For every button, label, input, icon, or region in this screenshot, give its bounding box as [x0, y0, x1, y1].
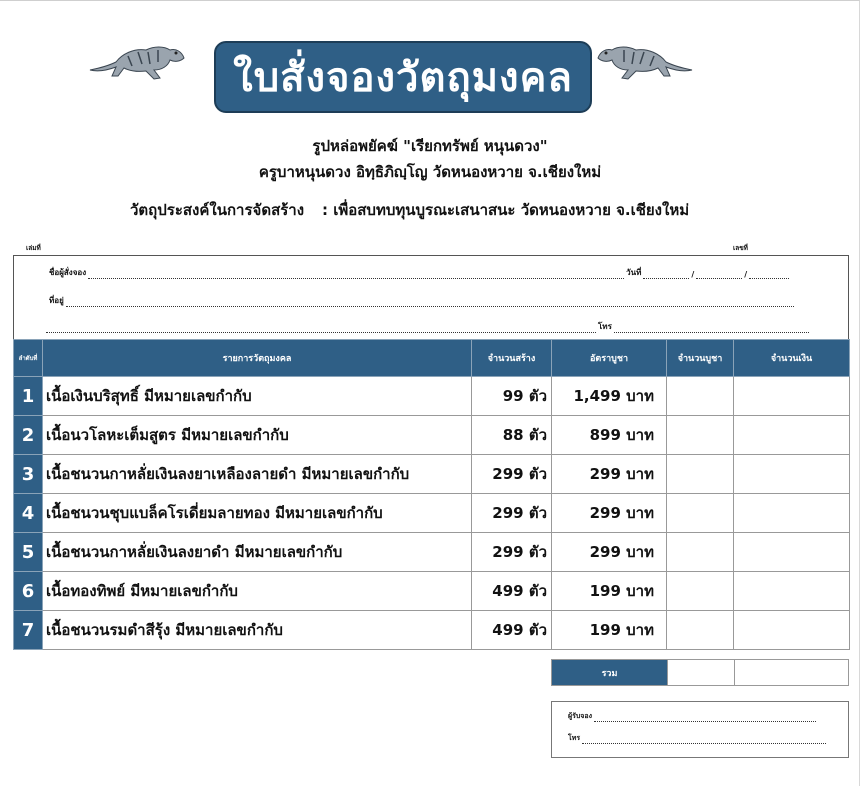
row-quantity: 88 ตัว [472, 416, 552, 455]
phone-field[interactable] [614, 325, 809, 333]
document-number-label: เลขที่ [733, 244, 748, 252]
row-number: 4 [14, 494, 43, 533]
header-quantity: จำนวนสร้าง [472, 340, 552, 377]
header-item: รายการวัตถุมงคล [43, 340, 472, 377]
row-item: เนื้อชนวนรมดำสีรุ้ง มีหมายเลขกำกับ [43, 611, 472, 650]
row-amount-cell[interactable] [734, 455, 850, 494]
address-field-line2[interactable] [46, 325, 596, 333]
date-year-field[interactable] [749, 271, 789, 279]
total-amount-cell[interactable] [734, 660, 848, 685]
receiver-phone-row [568, 733, 828, 744]
table-row [14, 377, 850, 416]
row-order-qty-cell[interactable] [667, 494, 734, 533]
row-number: 2 [14, 416, 43, 455]
header-no: ลำดับที่ [14, 340, 43, 377]
row-item: เนื้อเงินบริสุทธิ์ มีหมายเลขกำกับ [43, 377, 472, 416]
page-title: ใบสั่งจองวัตถุมงคล [214, 41, 592, 113]
row-amount-cell[interactable] [734, 416, 850, 455]
receiver-box [551, 701, 849, 758]
tiger-left-icon [88, 40, 188, 82]
row-order-qty-cell[interactable] [667, 455, 734, 494]
date-month-field[interactable] [696, 271, 742, 279]
row-amount-cell[interactable] [734, 533, 850, 572]
table-row [14, 533, 850, 572]
row-order-qty-cell[interactable] [667, 377, 734, 416]
purpose-value: : เพื่อสบทบทุนบูรณะเสนาสนะ วัดหนองหวาย จ.เชียงใหม่ [322, 201, 690, 219]
monk-name: ครูบาหนุนดวง อิทฺธิภิญฺโญ วัดหนองหวาย จ.เชียงใหม่ [258, 163, 602, 181]
receiver-phone-label: โทร [568, 734, 581, 742]
row-quantity: 299 ตัว [472, 494, 552, 533]
header-order-qty: จำนวนบูชา [667, 340, 734, 377]
row-quantity: 99 ตัว [472, 377, 552, 416]
order-table [13, 339, 850, 650]
row-item: เนื้อชนวนกาหลั่ยเงินลงยาดำ มีหมายเลขกำกับ [43, 533, 472, 572]
address-row [49, 294, 796, 307]
header-amount: จำนวนเงิน [734, 340, 850, 377]
date-slash-2: / [744, 270, 748, 279]
name-label: ชื่อผู้สั่งจอง [49, 268, 87, 277]
row-item: เนื้อทองทิพย์ มีหมายเลขกำกับ [43, 572, 472, 611]
row-price: 199 บาท [552, 572, 667, 611]
row-price: 299 บาท [552, 455, 667, 494]
date-slash-1: / [691, 270, 695, 279]
row-price: 1,499 บาท [552, 377, 667, 416]
purpose-label: วัตถุประสงค์ในการจัดสร้าง [130, 201, 305, 219]
row-order-qty-cell[interactable] [667, 533, 734, 572]
row-order-qty-cell[interactable] [667, 611, 734, 650]
header-price: อัตราบูชา [552, 340, 667, 377]
row-number: 7 [14, 611, 43, 650]
row-amount-cell[interactable] [734, 377, 850, 416]
amulet-name: รูปหล่อพยัคฆ์ "เรียกทรัพย์ หนุนดวง" [312, 137, 548, 155]
row-price: 299 บาท [552, 533, 667, 572]
book-number-label: เล่มที่ [26, 244, 41, 252]
date-label: วันที่ [626, 268, 642, 277]
address-field[interactable] [66, 299, 794, 307]
row-item: เนื้อชนวนชุบแบล็คโรเดี่ยมลายทอง มีหมายเลขกำกับ [43, 494, 472, 533]
table-row [14, 611, 850, 650]
phone-row [44, 320, 811, 333]
table-row [14, 494, 850, 533]
total-row [551, 659, 849, 686]
row-quantity: 499 ตัว [472, 611, 552, 650]
row-number: 6 [14, 572, 43, 611]
tiger-right-icon [594, 40, 694, 82]
total-qty-cell[interactable] [667, 660, 734, 685]
row-item: เนื้อนวโลหะเต็มสูตร มีหมายเลขกำกับ [43, 416, 472, 455]
row-item: เนื้อชนวนกาหลั่ยเงินลงยาเหลืองลายดำ มีหมายเลขกำกับ [43, 455, 472, 494]
row-amount-cell[interactable] [734, 494, 850, 533]
date-day-field[interactable] [643, 271, 689, 279]
receiver-label: ผู้รับจอง [568, 712, 593, 720]
table-row [14, 572, 850, 611]
row-quantity: 299 ตัว [472, 455, 552, 494]
table-row [14, 455, 850, 494]
name-field[interactable] [88, 271, 624, 279]
row-price: 299 บาท [552, 494, 667, 533]
row-number: 1 [14, 377, 43, 416]
address-label: ที่อยู่ [49, 296, 64, 305]
name-row [49, 266, 791, 279]
row-amount-cell[interactable] [734, 572, 850, 611]
row-price: 199 บาท [552, 611, 667, 650]
row-number: 3 [14, 455, 43, 494]
total-label: รวม [552, 660, 667, 685]
receiver-phone-field[interactable] [582, 737, 826, 744]
row-price: 899 บาท [552, 416, 667, 455]
row-amount-cell[interactable] [734, 611, 850, 650]
row-quantity: 299 ตัว [472, 533, 552, 572]
row-number: 5 [14, 533, 43, 572]
row-order-qty-cell[interactable] [667, 572, 734, 611]
table-row [14, 416, 850, 455]
receiver-row [568, 711, 818, 722]
purpose-line [130, 198, 689, 222]
receiver-field[interactable] [594, 715, 816, 722]
orderer-info-box [13, 255, 849, 339]
row-quantity: 499 ตัว [472, 572, 552, 611]
row-order-qty-cell[interactable] [667, 416, 734, 455]
phone-label: โทร [598, 322, 612, 331]
table-header-row [14, 340, 850, 377]
